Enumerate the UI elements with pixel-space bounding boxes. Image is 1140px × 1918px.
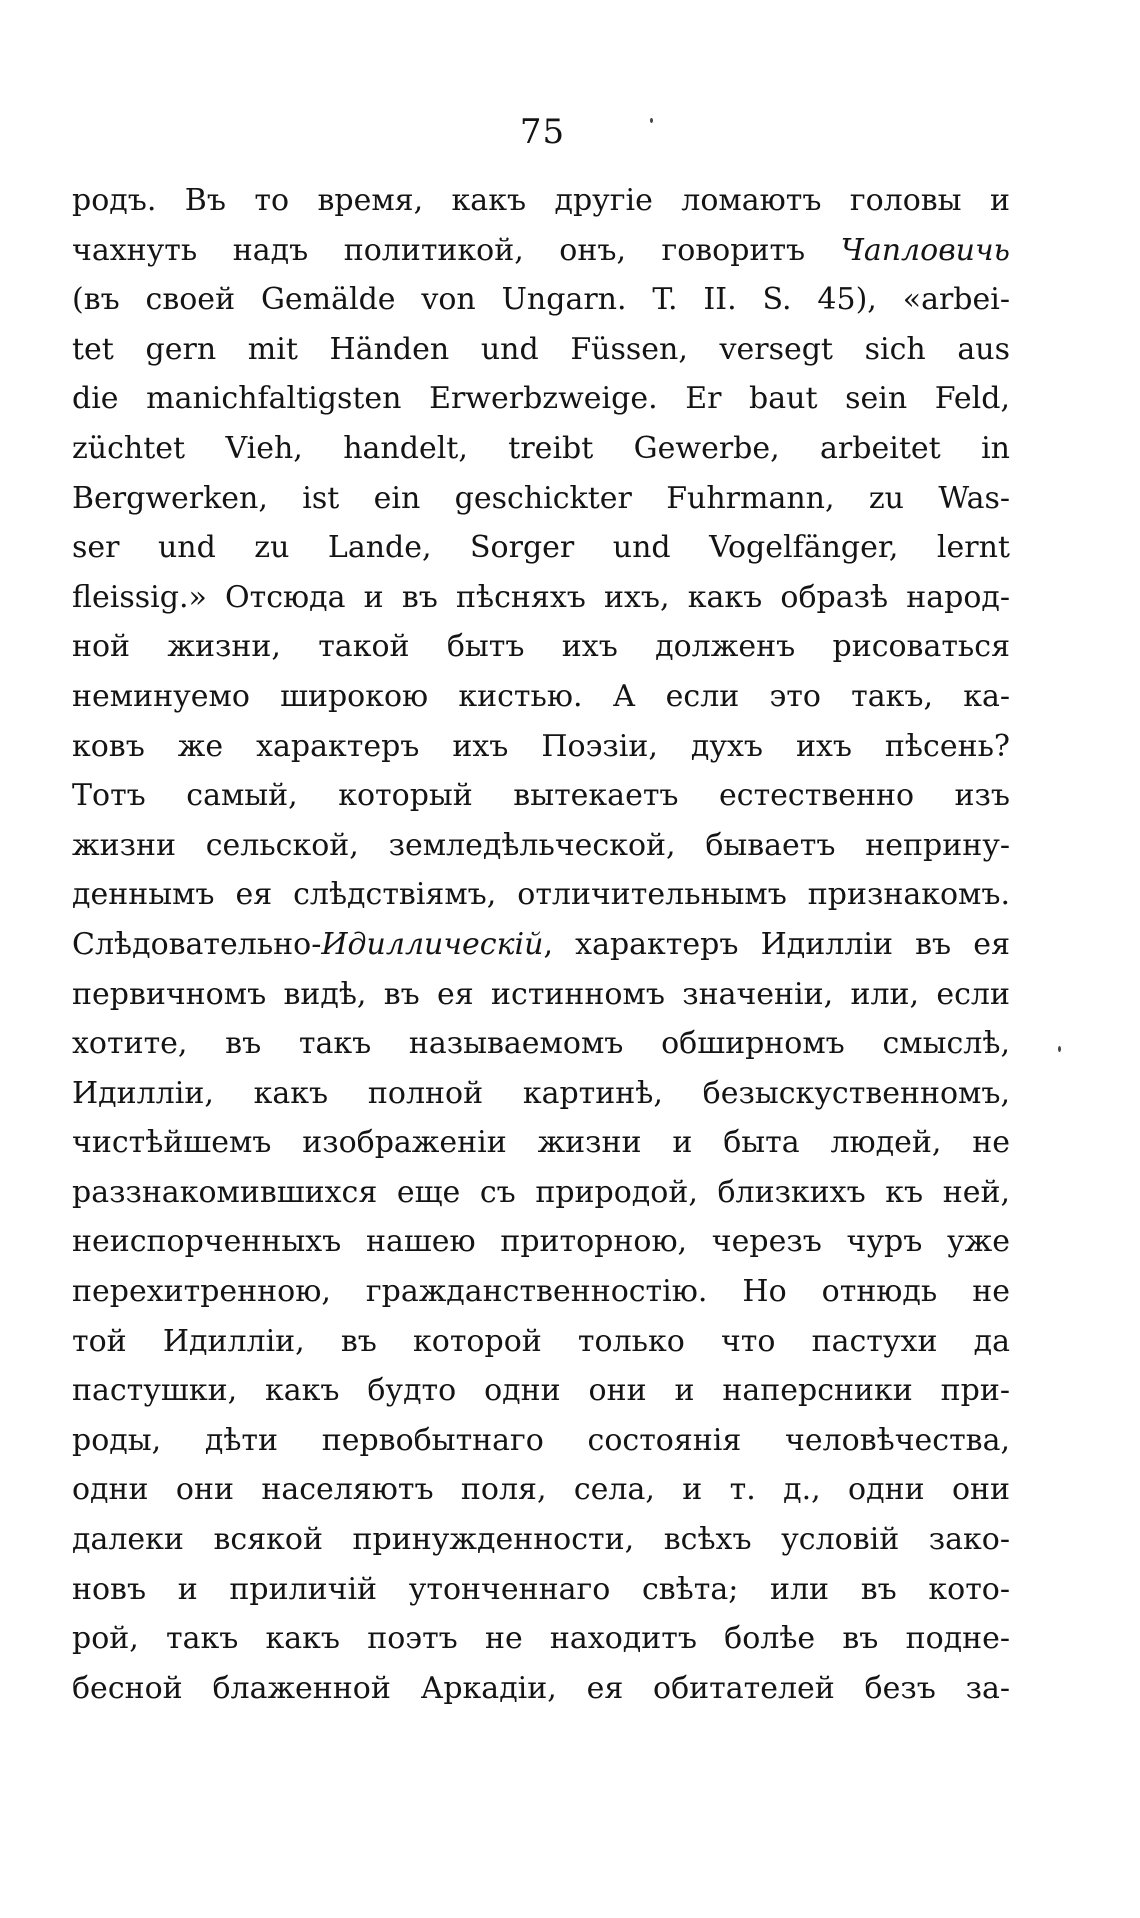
text-line: [72, 1565, 1010, 1615]
text-segment: новъ и приличій утонченнаго свѣта; или въ кото-: [72, 1571, 1010, 1607]
text-segment: первичномъ видѣ, въ ея истинномъ значеніи, или, если: [72, 976, 1010, 1012]
text-segment: неиспорченныхъ нашею приторною, черезъ чуръ уже: [72, 1224, 1010, 1260]
text-segment: рой, такъ какъ поэтъ не находитъ болѣе въ подне-: [72, 1621, 1010, 1657]
text-segment: (въ своей Gemälde von Ungarn. T. II. S. 45), «arbei-: [72, 282, 1010, 318]
text-line: [72, 1317, 1010, 1367]
text-line: [72, 622, 1010, 672]
text-segment: ser und zu Lande, Sorger und Vogelfänger, lernt: [72, 530, 1010, 566]
text-line: [72, 573, 1010, 623]
text-line: [72, 424, 1010, 474]
text-segment: далеки всякой принужденности, всѣхъ условій зако-: [72, 1522, 1010, 1558]
text-line: [72, 523, 1010, 573]
scan-speck: [650, 118, 653, 123]
text-line: [72, 722, 1010, 772]
text-segment: бесной блаженной Аркадіи, ея обитателей безъ за-: [72, 1670, 1010, 1706]
text-line: [72, 1664, 1010, 1714]
text-segment: Тотъ самый, который вытекаетъ естественно изъ: [72, 778, 1010, 814]
text-line: [72, 1217, 1010, 1267]
text-segment: чахнуть надъ политикой, онъ, говоритъ: [72, 232, 841, 268]
text-segment: die manichfaltigsten Erwerbzweige. Er baut sein Feld,: [72, 381, 1010, 417]
text-segment: Слѣдовательно-: [72, 926, 322, 962]
text-line: [72, 1366, 1010, 1416]
italic-text: Чапловичь: [840, 232, 1010, 268]
text-segment: перехитренною, гражданственностію. Но отнюдь не: [72, 1274, 1010, 1310]
scan-speck: [1058, 1046, 1061, 1052]
text-line: [72, 275, 1010, 325]
text-line: [72, 176, 1010, 226]
text-line: [72, 970, 1010, 1020]
italic-text: Идиллическій: [321, 926, 544, 962]
text-segment: Bergwerken, ist ein geschickter Fuhrmann, zu Was-: [72, 480, 1010, 516]
text-segment: одни они населяютъ поля, села, и т. д., одни они: [72, 1472, 1010, 1508]
text-segment: ковъ же характеръ ихъ Поэзіи, духъ ихъ пѣсень?: [72, 728, 1010, 764]
text-segment: Идилліи, какъ полной картинѣ, безыскуственномъ,: [72, 1075, 1010, 1111]
text-line: [72, 1168, 1010, 1218]
text-line: [72, 672, 1010, 722]
text-segment: хотите, въ такъ называемомъ обширномъ смыслѣ,: [72, 1026, 1010, 1062]
page-number: 75: [519, 112, 566, 152]
text-line: [72, 1515, 1010, 1565]
text-segment: той Идилліи, въ которой только что пастухи да: [72, 1323, 1010, 1359]
text-line: [72, 1614, 1010, 1664]
text-line: [72, 1069, 1010, 1119]
text-line: [72, 771, 1010, 821]
text-line: [72, 870, 1010, 920]
text-segment: чистѣйшемъ изображеніи жизни и быта людей, не: [72, 1125, 1010, 1161]
text-segment: пастушки, какъ будто одни они и наперсники при-: [72, 1373, 1010, 1409]
text-line: [72, 374, 1010, 424]
text-segment: неминуемо широкою кистью. А если это такъ, ка-: [72, 678, 1010, 714]
text-line: [72, 1019, 1010, 1069]
text-segment: tet gern mit Händen und Füssen, versegt sich aus: [72, 331, 1010, 367]
text-segment: жизни сельской, земледѣльческой, бываетъ неприну-: [72, 827, 1010, 863]
body-text: [72, 176, 1010, 1713]
text-segment: роды, дѣти первобытнаго состоянія человѣчества,: [72, 1422, 1010, 1458]
text-segment: züchtet Vieh, handelt, treibt Gewerbe, arbeitet in: [72, 430, 1010, 466]
text-segment: , характеръ Идилліи въ ея: [543, 926, 1010, 962]
text-line: [72, 821, 1010, 871]
text-line: [72, 1416, 1010, 1466]
text-segment: родъ. Въ то время, какъ другіе ломаютъ головы и: [72, 183, 1010, 218]
text-line: [72, 226, 1010, 276]
text-segment: деннымъ ея слѣдствіямъ, отличительнымъ признакомъ.: [72, 877, 1010, 913]
text-line: [72, 920, 1010, 970]
text-line: [72, 1267, 1010, 1317]
text-segment: раззнакомившихся еще съ природой, близкихъ къ ней,: [72, 1174, 1010, 1210]
text-line: [72, 474, 1010, 524]
text-segment: fleissig.» Отсюда и въ пѣсняхъ ихъ, какъ образѣ народ-: [72, 579, 1010, 615]
text-line: [72, 1465, 1010, 1515]
text-line: [72, 325, 1010, 375]
text-segment: ной жизни, такой бытъ ихъ долженъ рисоваться: [72, 629, 1010, 665]
text-line: [72, 1118, 1010, 1168]
